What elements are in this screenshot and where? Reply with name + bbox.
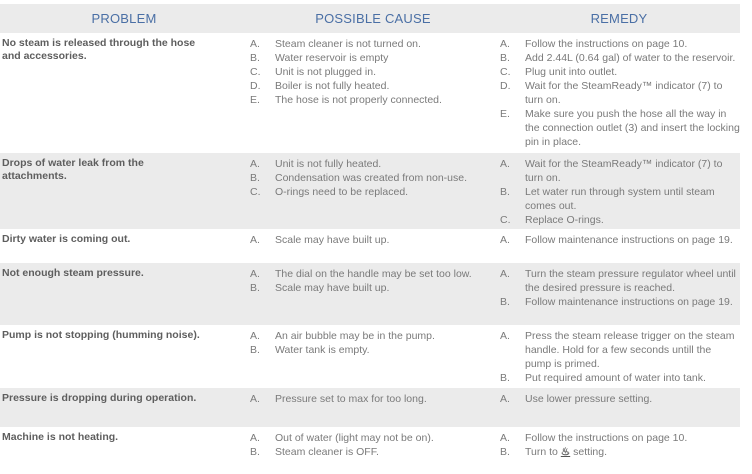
list-item [248, 329, 498, 343]
remedy-cell [498, 392, 740, 427]
item-text: Follow maintenance instructions on page 19. [525, 234, 733, 246]
item-letter: A. [250, 38, 260, 50]
remedy-cell [498, 329, 740, 388]
list-item [498, 79, 740, 107]
item-text: Press the steam release trigger on the steam handle. Hold for a few seconds untill the pump is primed. [525, 330, 735, 370]
item-text: Plug unit into outlet. [525, 66, 618, 78]
list-item [498, 233, 740, 247]
problem-cell: Machine is not heating. [2, 431, 119, 443]
item-text: Wait for the SteamReady™ indicator (7) to turn on. [525, 158, 723, 184]
list-item [498, 51, 740, 65]
cause-cell [248, 157, 498, 229]
item-letter: D. [500, 80, 511, 92]
item-text: Scale may have built up. [275, 234, 390, 246]
steam-setting-icon: ♨ [560, 446, 571, 458]
list-item [498, 445, 740, 459]
list-item [248, 431, 498, 445]
item-letter: A. [250, 268, 260, 280]
table-body [0, 33, 740, 474]
list-item [248, 51, 498, 65]
item-text: Replace O-rings. [525, 214, 604, 226]
problem-cell: Dirty water is coming out. [2, 233, 131, 245]
item-letter: B. [500, 186, 510, 198]
remedy-cell [498, 157, 740, 229]
table-row [0, 388, 740, 427]
cause-cell [248, 392, 498, 427]
table-row [0, 33, 740, 153]
list-item [498, 267, 740, 295]
list-item [498, 157, 740, 185]
list-item [248, 185, 498, 199]
item-letter: A. [500, 234, 510, 246]
header-possible-cause: POSSIBLE CAUSE [315, 11, 431, 26]
list-item [498, 431, 740, 445]
item-letter: E. [250, 94, 260, 106]
list-item [248, 65, 498, 79]
item-text: An air bubble may be in the pump. [275, 330, 435, 342]
item-text-before: Turn to [525, 446, 558, 458]
troubleshooting-table [0, 4, 740, 474]
list-item [248, 267, 498, 281]
list-item [498, 37, 740, 51]
item-letter: D. [250, 80, 261, 92]
item-text: Steam cleaner is OFF. [275, 446, 379, 458]
list-item [248, 343, 498, 357]
list-item [498, 295, 740, 309]
problem-cell: Pressure is dropping during operation. [2, 392, 197, 404]
item-text: O-rings need to be replaced. [275, 186, 409, 198]
list-item [248, 157, 498, 171]
list-item [248, 37, 498, 51]
item-letter: C. [250, 186, 261, 198]
remedy-cell [498, 431, 740, 474]
item-letter: A. [500, 38, 510, 50]
item-letter: B. [500, 296, 510, 308]
header-problem: PROBLEM [91, 11, 157, 26]
item-letter: B. [500, 52, 510, 64]
cause-cell [248, 329, 498, 388]
item-letter: C. [500, 214, 511, 226]
item-letter: A. [500, 268, 510, 280]
item-text: Use lower pressure setting. [525, 393, 653, 405]
table-header [0, 4, 740, 33]
list-item [498, 107, 740, 149]
list-item [498, 185, 740, 213]
item-text: Condensation was created from non-use. [275, 172, 468, 184]
item-text: Put required amount of water into tank. [525, 372, 706, 384]
problem-cell: Pump is not stopping (humming noise). [2, 329, 200, 341]
item-letter: B. [250, 52, 260, 64]
item-text: Water tank is empty. [275, 344, 370, 356]
list-item [248, 171, 498, 185]
list-item [248, 79, 498, 93]
item-letter: B. [500, 446, 510, 458]
item-text: The dial on the handle may be set too low. [275, 268, 472, 280]
item-text: Follow the instructions on page 10. [525, 432, 688, 444]
item-letter: C. [500, 66, 511, 78]
item-letter: B. [250, 282, 260, 294]
table-row [0, 263, 740, 325]
cause-cell [248, 431, 498, 474]
item-letter: C. [250, 66, 261, 78]
item-letter: A. [250, 432, 260, 444]
item-text-after: setting. [573, 446, 607, 458]
problem-cell: No steam is released through the hose and accessories. [2, 37, 196, 62]
item-letter: B. [250, 344, 260, 356]
item-text: Out of water (light may not be on). [275, 432, 434, 444]
item-letter: A. [500, 158, 510, 170]
item-text: Follow the instructions on page 10. [525, 38, 688, 50]
item-text: Unit is not plugged in. [275, 66, 376, 78]
item-text: Follow maintenance instructions on page 19. [525, 296, 733, 308]
problem-cell: Not enough steam pressure. [2, 267, 144, 279]
item-text [525, 445, 740, 459]
list-item [498, 213, 740, 227]
table-row [0, 325, 740, 388]
item-text: Turn the steam pressure regulator wheel until the desired pressure is reached. [525, 268, 736, 294]
table-row [0, 229, 740, 263]
cause-cell [248, 37, 498, 153]
item-text: Steam cleaner is not turned on. [275, 38, 421, 50]
list-item [498, 329, 740, 371]
item-letter: A. [500, 330, 510, 342]
cause-cell [248, 267, 498, 325]
list-item [498, 371, 740, 385]
header-remedy: REMEDY [590, 11, 648, 26]
list-item [498, 392, 740, 406]
item-text: Water reservoir is empty [275, 52, 389, 64]
item-letter: A. [250, 158, 260, 170]
item-letter: B. [250, 446, 260, 458]
list-item [248, 233, 498, 247]
item-text: The hose is not properly connected. [275, 94, 442, 106]
table-row [0, 153, 740, 229]
remedy-cell [498, 233, 740, 263]
item-text: Pressure set to max for too long. [275, 393, 427, 405]
item-text: Boiler is not fully heated. [275, 80, 390, 92]
item-letter: A. [250, 393, 260, 405]
cause-cell [248, 233, 498, 263]
item-letter: A. [500, 432, 510, 444]
item-text: Add 2.44L (0.64 gal) of water to the reservoir. [525, 52, 736, 64]
item-text: Unit is not fully heated. [275, 158, 382, 170]
list-item [248, 445, 498, 459]
item-letter: B. [250, 172, 260, 184]
item-letter: E. [500, 108, 510, 120]
item-text: Make sure you push the hose all the way in the connection outlet (3) and insert the locking pin in place. [525, 108, 740, 148]
item-text: Let water run through system until steam comes out. [525, 186, 715, 212]
list-item [248, 281, 498, 295]
list-item [248, 93, 498, 107]
list-item [498, 65, 740, 79]
item-letter: A. [500, 393, 510, 405]
item-letter: A. [250, 234, 260, 246]
item-letter: B. [500, 372, 510, 384]
item-text: Wait for the SteamReady™ indicator (7) to turn on. [525, 80, 723, 106]
remedy-cell [498, 267, 740, 325]
item-letter: A. [250, 330, 260, 342]
item-text: Scale may have built up. [275, 282, 390, 294]
remedy-cell [498, 37, 740, 153]
table-row [0, 427, 740, 474]
problem-cell: Drops of water leak from the attachments. [2, 157, 144, 182]
list-item [248, 392, 498, 406]
